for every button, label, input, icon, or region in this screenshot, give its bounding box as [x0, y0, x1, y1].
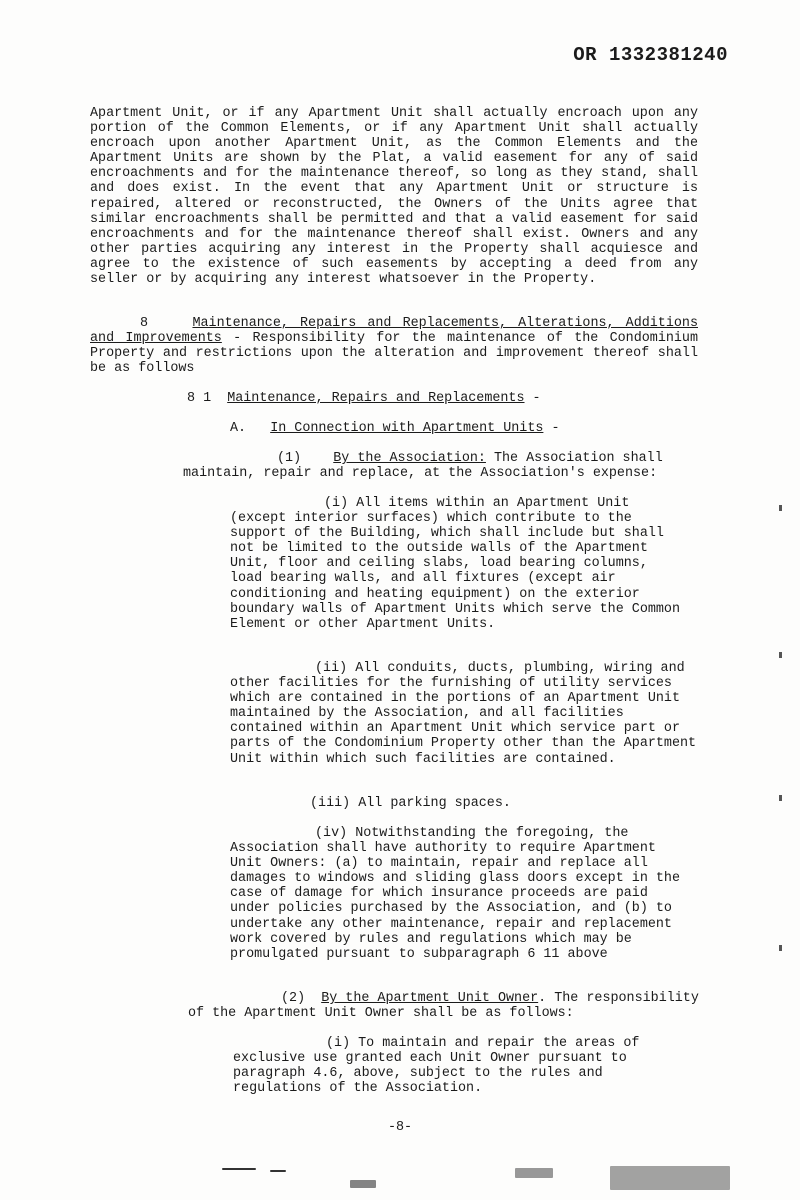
section-text: - Responsibility for the maintenance of the Condominium Property and restrictions upon the alteration and improvement thereof shall be as follows [90, 331, 698, 377]
heading-title: In Connection with Apartment Units [270, 421, 544, 436]
item-text: To maintain and repair the areas of exclusive use granted each Unit Owner pursuant to paragraph 4.6, above, subject to the rules and regulations of the Association. [233, 1036, 640, 1097]
clause-number: (2) [281, 991, 306, 1006]
item-text: All conduits, ducts, plumbing, wiring and other facilities for the furnishing of utility services which are contained in the portions of an Apartment Unit maintained by the Association, and all facilities contained within an Apartment Unit which service part or parts of the Condominium Property other than the Apartment Unit within which such facilities are contained. [230, 661, 697, 767]
clause-text: The Association shall maintain, repair and replace, at the Association's expense: [183, 451, 663, 482]
item-ii-utilities [230, 661, 700, 767]
item-number: (iii) [310, 796, 351, 811]
clause-text: . The responsibility of the Apartment Unit Owner shall be as follows: [188, 991, 699, 1022]
clause-2-by-owner [188, 991, 710, 1021]
scan-speck [779, 795, 782, 801]
item-number: (i) [326, 1036, 351, 1051]
scan-speck [779, 652, 782, 658]
heading-number: 8 1 [187, 391, 212, 406]
heading-label: A. [230, 421, 247, 436]
paragraph-encroachment-easement: Apartment Unit, or if any Apartment Unit shall actually encroach upon any portion of the Common Elements, or if any Apartment Unit shall actually encroach upon another Apartment Unit, as the Common Elements and the Apartment Units are shown by the Plat, a valid easement for any of said encroachments and for the maintenance thereof, so long as they stand, shall and does exist. In the event that any Apartment Unit or structure is repaired, altered or reconstructed, the Owners of the Units agree that similar encroachments shall be permitted and that a valid easement for said encroachments and for the maintenance thereof shall exist. Owners and any other parties acquiring any interest in the Property shall acquiesce and agree to the existence of such easements by accepting a deed from any seller or by acquiring any interest whatsoever in the Property. [90, 106, 698, 288]
item-text: Notwithstanding the foregoing, the Association shall have authority to require Apartment Unit Owners: (a) to maintain, repair and replace all damages to windows and sliding glass doors except in the case of damage for which insurance proceeds are paid under policies purchased by the Association, and (b) to undertake any other maintenance, repair and replacement work covered by rules and regulations which may be promulgated pursuant to subparagraph 6 11 above [230, 826, 680, 962]
item-iv-authority [230, 826, 692, 962]
scan-speck [779, 505, 782, 511]
clause-1-by-association [183, 451, 713, 481]
clause-title: By the Apartment Unit Owner [321, 991, 539, 1006]
scan-speck [779, 945, 782, 951]
item-number: (ii) [315, 661, 348, 676]
item-text: All parking spaces. [350, 796, 511, 811]
scan-speck [350, 1180, 376, 1188]
heading-dash: - [524, 391, 541, 406]
section-title: Maintenance, Repairs and Replacements, Alterations, Additions and Improvements [90, 316, 698, 347]
clause-title: By the Association: [333, 451, 486, 466]
heading-title: Maintenance, Repairs and Replacements [227, 391, 525, 406]
scan-speck [270, 1170, 286, 1172]
recording-number: OR 1332381240 [573, 44, 728, 66]
item-number: (i) [324, 496, 349, 511]
heading-a [230, 421, 559, 436]
scan-speck [222, 1168, 256, 1170]
item-i-structural [230, 496, 684, 632]
scan-speck [610, 1166, 730, 1190]
item-iii-parking [310, 796, 511, 811]
paragraph-8-maintenance [90, 316, 698, 376]
heading-dash: - [543, 421, 560, 436]
page-number: -8- [387, 1120, 413, 1135]
clause-number: (1) [277, 451, 302, 466]
section-number: 8 [140, 316, 149, 331]
item-i-exclusive-use [233, 1036, 688, 1096]
item-text: All items within an Apartment Unit (except interior surfaces) which contribute to the support of the Building, which shall include but shall not be limited to the outside walls of the Apartment Unit, floor and ceiling slabs, load bearing columns, load bearing walls, and all fixtures (except air conditioning and heating equipment) on the exterior boundary walls of Apartment Units which serve the Common Element or other Apartment Units. [230, 496, 680, 632]
heading-8-1 [187, 391, 541, 406]
scan-speck [515, 1168, 553, 1178]
item-number: (iv) [315, 826, 348, 841]
